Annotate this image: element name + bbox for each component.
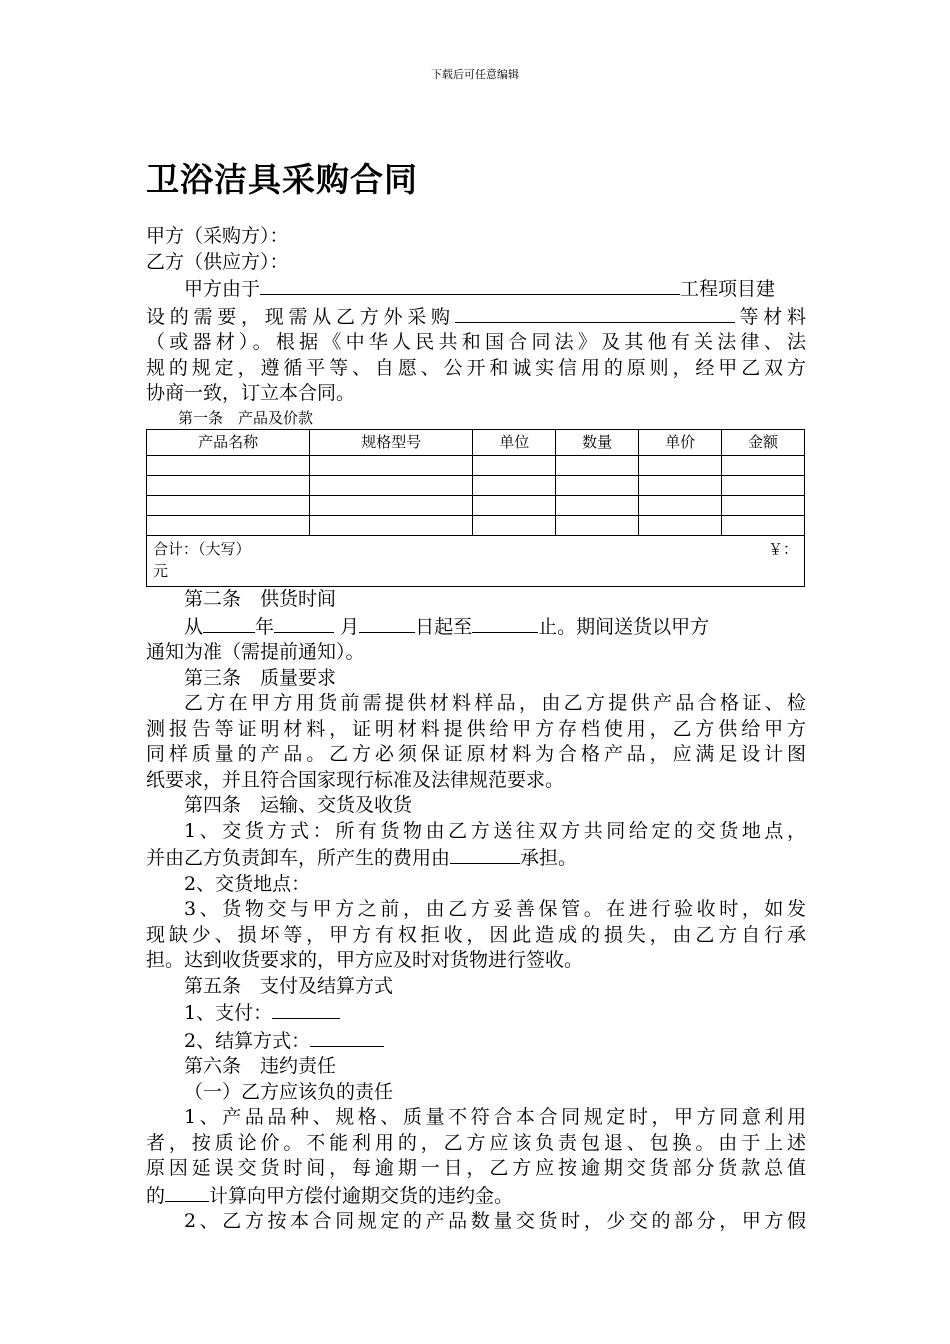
intro-line-1 (146, 275, 806, 303)
table-cell[interactable] (147, 496, 310, 516)
article-6-heading: 第六条 违约责任 (184, 1055, 337, 1077)
article-5-item-1 (146, 999, 806, 1027)
article-4-item-2: 2、交货地点： (184, 872, 311, 895)
intro-line-5: 协商一致，订立本合同。 (146, 382, 356, 404)
art2-text: 从 (184, 615, 204, 638)
table-cell[interactable] (473, 476, 556, 496)
article-6-item-1b: 者，按质论价。不能利用的，乙方应该负责包退、包换。由于上述 (146, 1131, 806, 1154)
article-6-item-1c: 原因延误交货时间，每逾期一日，乙方应按逾期交货部分货款总值 (146, 1157, 806, 1179)
column-header: 数量 (556, 429, 639, 456)
table-cell[interactable] (722, 456, 805, 476)
column-header: 金额 (722, 429, 805, 456)
total-label: 合计：（大写） (153, 540, 251, 558)
table-cell[interactable] (473, 496, 556, 516)
table-cell[interactable] (147, 516, 310, 536)
payment-blank[interactable] (272, 999, 340, 1019)
year-blank[interactable] (203, 613, 255, 633)
table-cell[interactable] (473, 456, 556, 476)
table-cell[interactable] (722, 516, 805, 536)
total-unit: 元 (153, 562, 169, 580)
table-row (147, 456, 805, 476)
end-date-blank[interactable] (472, 613, 538, 633)
article-4-item-1a: 1、交货方式：所有货物由乙方送往双方共同给定的交货地点， (184, 819, 806, 842)
table-row (147, 496, 805, 516)
article-3-line-4: 纸要求，并且符合国家现行标准及法律规范要求。 (146, 768, 565, 791)
table-cell[interactable] (147, 456, 310, 476)
table-row (147, 476, 805, 496)
article-1-heading: 第一条 产品及价款 (178, 408, 314, 427)
month-blank[interactable] (274, 613, 334, 633)
article-4-item-3a: 3、货物交与甲方之前，由乙方妥善保管。在进行验收时，如发 (184, 898, 806, 920)
product-price-table (146, 429, 805, 588)
party-b-line: 乙方（供应方）： (146, 250, 289, 273)
article-2-line-2: 通知为准（需提前通知）。 (146, 641, 365, 663)
table-cell[interactable] (556, 456, 639, 476)
cost-bearer-blank[interactable] (450, 844, 520, 864)
table-cell[interactable] (556, 516, 639, 536)
intro-line-3: （或器材）。根据《中华人民共和国合同法》及其他有关法律、法 (146, 331, 806, 353)
article-3-heading: 第三条 质量要求 (184, 666, 337, 689)
table-cell[interactable] (722, 476, 805, 496)
article-3-line-2: 测报告等证明材料，证明材料提供给甲方存档使用，乙方供给甲方 (146, 717, 806, 740)
table-total-row (147, 536, 805, 587)
table-cell[interactable] (722, 496, 805, 516)
article-4-item-1b (146, 844, 806, 872)
intro-text: 工程项目建 (680, 278, 776, 300)
column-header: 产品名称 (147, 429, 310, 456)
contract-body (146, 224, 806, 1235)
party-a-line: 甲方（采购方）： (146, 225, 289, 247)
intro-line-4: 规的规定，遵循平等、自愿、公开和诚实信用的原则，经甲乙双方 (146, 356, 806, 379)
table-cell[interactable] (310, 476, 473, 496)
table-cell[interactable] (473, 516, 556, 536)
contract-title: 卫浴洁具采购合同 (146, 160, 418, 199)
article-2-heading: 第二条 供货时间 (184, 588, 337, 610)
article-5-heading: 第五条 支付及结算方式 (184, 974, 394, 997)
table-cell[interactable] (639, 476, 722, 496)
intro-text: 甲方由于 (184, 278, 261, 300)
art4-text: 承担。 (520, 847, 578, 869)
art2-text: 月 (340, 615, 360, 638)
article-3-line-1: 乙方在甲方用货前需提供材料样品，由乙方提供产品合格证、检 (184, 692, 806, 714)
day-blank[interactable] (359, 613, 415, 633)
table-cell[interactable] (310, 496, 473, 516)
table-row (147, 516, 805, 536)
table-cell[interactable] (639, 496, 722, 516)
intro-text: 设的需要，现需从乙方外采购 (146, 305, 455, 328)
column-header: 规格型号 (310, 429, 473, 456)
page-header: 下载后可任意编辑 (431, 68, 519, 81)
article-4-item-3b: 现缺少、损坏等，甲方有权拒收，因此造成的损失，由乙方自行承 (146, 923, 806, 946)
total-yen: ￥： (767, 540, 798, 558)
article-2-line-1 (146, 613, 806, 641)
project-name-blank[interactable] (260, 275, 680, 295)
article-6-item-1a: 1、产品品种、规格、质量不符合本合同规定时，甲方同意利用 (184, 1106, 806, 1128)
article-4-item-3c: 担。达到收货要求的，甲方应及时对货物进行签收。 (146, 949, 584, 971)
art2-text: 止。期间送货以甲方 (538, 615, 710, 638)
table-cell[interactable] (556, 476, 639, 496)
art2-text: 日起至 (415, 615, 473, 638)
art5-text: 1、支付： (184, 1002, 273, 1024)
column-header: 单位 (473, 429, 556, 456)
column-header: 单价 (639, 429, 722, 456)
art2-text: 年 (255, 615, 275, 638)
table-cell[interactable] (639, 516, 722, 536)
table-cell[interactable] (639, 456, 722, 476)
article-3-line-3: 同样质量的产品。乙方必须保证原材料为合格产品，应满足设计图 (146, 743, 806, 765)
intro-line-2 (146, 303, 806, 331)
art6-text: 的 (146, 1184, 166, 1207)
table-cell[interactable] (556, 496, 639, 516)
material-blank[interactable] (455, 303, 735, 323)
article-6-item-1d (146, 1182, 806, 1210)
intro-text: 等材料 (734, 305, 806, 328)
table-cell[interactable] (310, 456, 473, 476)
article-6-sub-1: （一）乙方应该负的责任 (184, 1080, 394, 1103)
article-6-item-2: 2、乙方按本合同规定的产品数量交货时，少交的部分，甲方假 (184, 1210, 806, 1232)
art5-text: 2、结算方式： (184, 1029, 311, 1052)
art4-text: 并由乙方负责卸车，所产生的费用由 (146, 847, 451, 869)
table-cell[interactable] (147, 476, 310, 496)
art6-text: 计算向甲方偿付逾期交货的违约金。 (209, 1184, 514, 1207)
article-5-item-2 (146, 1027, 806, 1055)
penalty-rate-blank[interactable] (165, 1182, 209, 1202)
settlement-blank[interactable] (310, 1027, 384, 1047)
table-header-row (147, 429, 805, 456)
total-cell (147, 536, 805, 587)
table-cell[interactable] (310, 516, 473, 536)
article-4-heading: 第四条 运输、交货及收货 (184, 794, 413, 816)
